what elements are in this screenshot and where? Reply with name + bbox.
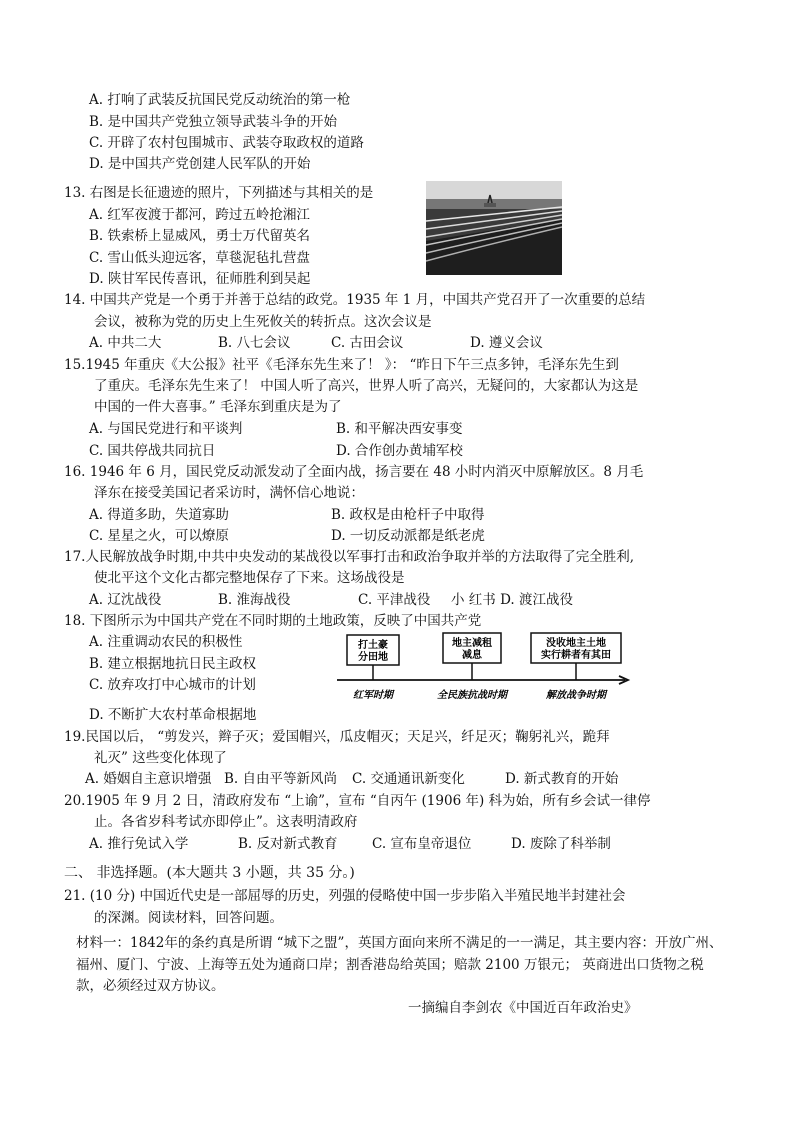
q21-material-line2: 福州、厦门、宁波、上海等五处为通商口岸；割香港岛给英国；赔款 2100 万银元； 英商进出口货物之税 <box>76 957 704 973</box>
q21-material-line3: 款，必须经过双方协议。 <box>76 978 225 994</box>
q17-option-a: A. 辽沈战役 <box>89 592 162 608</box>
section-2-title: 二、 非选择题。(本大题共 3 小题，共 35 分。) <box>64 865 355 881</box>
q19-option-d: D. 新式教育的开始 <box>505 771 619 787</box>
q19-option-b: B. 自由平等新风尚 <box>224 771 338 787</box>
q14-stem-line2: 会议，被称为党的历史上生死攸关的转折点。这次会议是 <box>94 314 432 330</box>
q20-option-c: C. 宣布皇帝退位 <box>372 836 472 852</box>
policy-box-1-line2: 分田地 <box>358 652 388 663</box>
q14-option-c: C. 古田会议 <box>331 335 404 351</box>
q21-stem-line1: 21. (10 分) 中国近代史是一部屈辱的历史，列强的侵略使中国一步步陷入半殖民地半封建社会 <box>64 888 626 904</box>
period-label-3: 解放战争时期 <box>546 690 606 701</box>
q18-option-a: A. 注重调动农民的积极性 <box>89 634 243 650</box>
q15-option-b: B. 和平解决西安事变 <box>336 421 463 437</box>
q16-stem-line2: 泽东在接受美国记者采访时，满怀信心地说： <box>94 485 364 501</box>
q18-option-d: D. 不断扩大农村革命根据地 <box>89 707 257 723</box>
q14-stem-line1: 14. 中国共产党是一个勇于并善于总结的政党。1935 年 1 月，中国共产党召开了一次重要的总结 <box>64 292 646 308</box>
q16-stem-line1: 16. 1946 年 6 月，国民党反动派发动了全面内战，扬言要在 48 小时内消灭中原解放区。8 月毛 <box>64 464 644 480</box>
q16-option-c: C. 星星之火，可以燎原 <box>89 528 229 544</box>
q12-option-a: A. 打响了武装反抗国民党反动统治的第一枪 <box>89 92 351 108</box>
q16-option-b: B. 政权是由枪杆子中取得 <box>331 507 485 523</box>
policy-box-3-line1: 没收地主土地 <box>546 638 606 649</box>
q20-option-a: A. 推行免试入学 <box>89 836 189 852</box>
q19-option-a: A. 婚姻自主意识增强 <box>85 771 212 787</box>
q21-stem-line2: 的深渊。阅读材料，回答问题。 <box>94 910 283 926</box>
q17-stem-line1: 17.人民解放战争时期,中共中央发动的某战役以军事打击和政治争取并举的方法取得了完全胜利, <box>64 549 635 565</box>
q20-stem-line1: 20.1905 年 9 月 2 日，清政府发布 “上谕”，宣布 “自丙午 (1906 年) 科为始，所有乡会试一律停 <box>64 793 651 809</box>
q16-option-a: A. 得道多助，失道寡助 <box>89 507 229 523</box>
policy-box-2-line1: 地主减租 <box>452 638 492 649</box>
q20-option-b: B. 反对新式教育 <box>238 836 338 852</box>
q15-option-a: A. 与国民党进行和平谈判 <box>89 421 243 437</box>
q13-option-c: C. 雪山低头迎远客，草毯泥毡扎营盘 <box>89 250 310 266</box>
q16-option-d: D. 一切反动派都是纸老虎 <box>331 528 485 544</box>
q14-option-d: D. 遵义会议 <box>470 335 543 351</box>
q14-option-a: A. 中共二大 <box>89 335 162 351</box>
q13-option-d: D. 陕甘军民传喜讯，征师胜利到吴起 <box>89 271 311 287</box>
q14-option-b: B. 八七会议 <box>218 335 291 351</box>
policy-box-3-line2: 实行耕者有其田 <box>541 650 611 661</box>
policy-box-2-line2: 减息 <box>462 650 482 661</box>
q15-stem-line3: 中国的一件大喜事。” 毛泽东到重庆是为了 <box>94 399 342 415</box>
q19-stem-line2: 礼灭” 这些变化体现了 <box>94 750 227 766</box>
q15-stem-line2: 了重庆。毛泽东先生来了！ 中国人听了高兴，世界人听了高兴，无疑问的，大家都认为这是 <box>94 378 639 394</box>
q17-stem-line2: 使北平这个文化古都完整地保存了下来。这场战役是 <box>94 570 405 586</box>
q12-option-b: B. 是中国共产党独立领导武装斗争的开始 <box>89 114 338 130</box>
q19-stem-line1: 19.民国以后， “剪发兴，辫子灭；爱国帽兴，瓜皮帽灭；天足兴，纤足灭；鞠躬礼兴，跪拜 <box>64 729 610 745</box>
q17-option-b: B. 淮海战役 <box>218 592 291 608</box>
q20-stem-line2: 止。各省岁科考试亦即停止”。这表明清政府 <box>94 814 358 830</box>
q15-stem-line1: 15.1945 年重庆《大公报》社平《毛泽东先生来了！ 》： “昨日下午三点多钟，毛泽东先生到 <box>64 357 619 373</box>
period-label-1: 红军时期 <box>353 690 393 701</box>
q18-stem: 18. 下图所示为中国共产党在不同时期的土地政策，反映了中国共产党 <box>64 613 482 629</box>
period-label-2: 全民族抗战时期 <box>437 690 507 701</box>
q15-option-c: C. 国共停战共同抗日 <box>89 443 216 459</box>
q20-option-d: D. 废除了科举制 <box>511 836 611 852</box>
q17-option-c: C. 平津战役 <box>358 592 431 608</box>
q13-option-a: A. 红军夜渡于都河，跨过五岭抢湘江 <box>89 207 310 223</box>
land-policy-timeline <box>335 630 635 705</box>
policy-box-1-line1: 打土豪 <box>358 640 388 651</box>
q19-option-c: C. 交通通讯新变化 <box>352 771 465 787</box>
luding-bridge-photo <box>426 181 562 275</box>
q12-option-d: D. 是中国共产党创建人民军队的开始 <box>89 156 311 172</box>
q15-option-d: D. 合作创办黄埔军校 <box>336 443 463 459</box>
q17-option-d: 小 红书 D. 渡江战役 <box>451 592 574 608</box>
q18-option-c: C. 放弃攻打中心城市的计划 <box>89 677 256 693</box>
q21-source: 一摘编自李剑农《中国近百年政治史》 <box>408 1000 638 1016</box>
q13-stem: 13. 右图是长征遗迹的照片，下列描述与其相关的是 <box>64 185 374 201</box>
q13-option-b: B. 铁索桥上显威风，勇士万代留英名 <box>89 228 311 244</box>
q21-material-line1: 材料一：1842年的条约真是所谓 “城下之盟”，英国方面向来所不满足的一一满足，其主要内容：开放广州、 <box>76 935 723 951</box>
q12-option-c: C. 开辟了农村包围城市、武装夺取政权的道路 <box>89 135 364 151</box>
q18-option-b: B. 建立根据地抗日民主政权 <box>89 656 257 672</box>
